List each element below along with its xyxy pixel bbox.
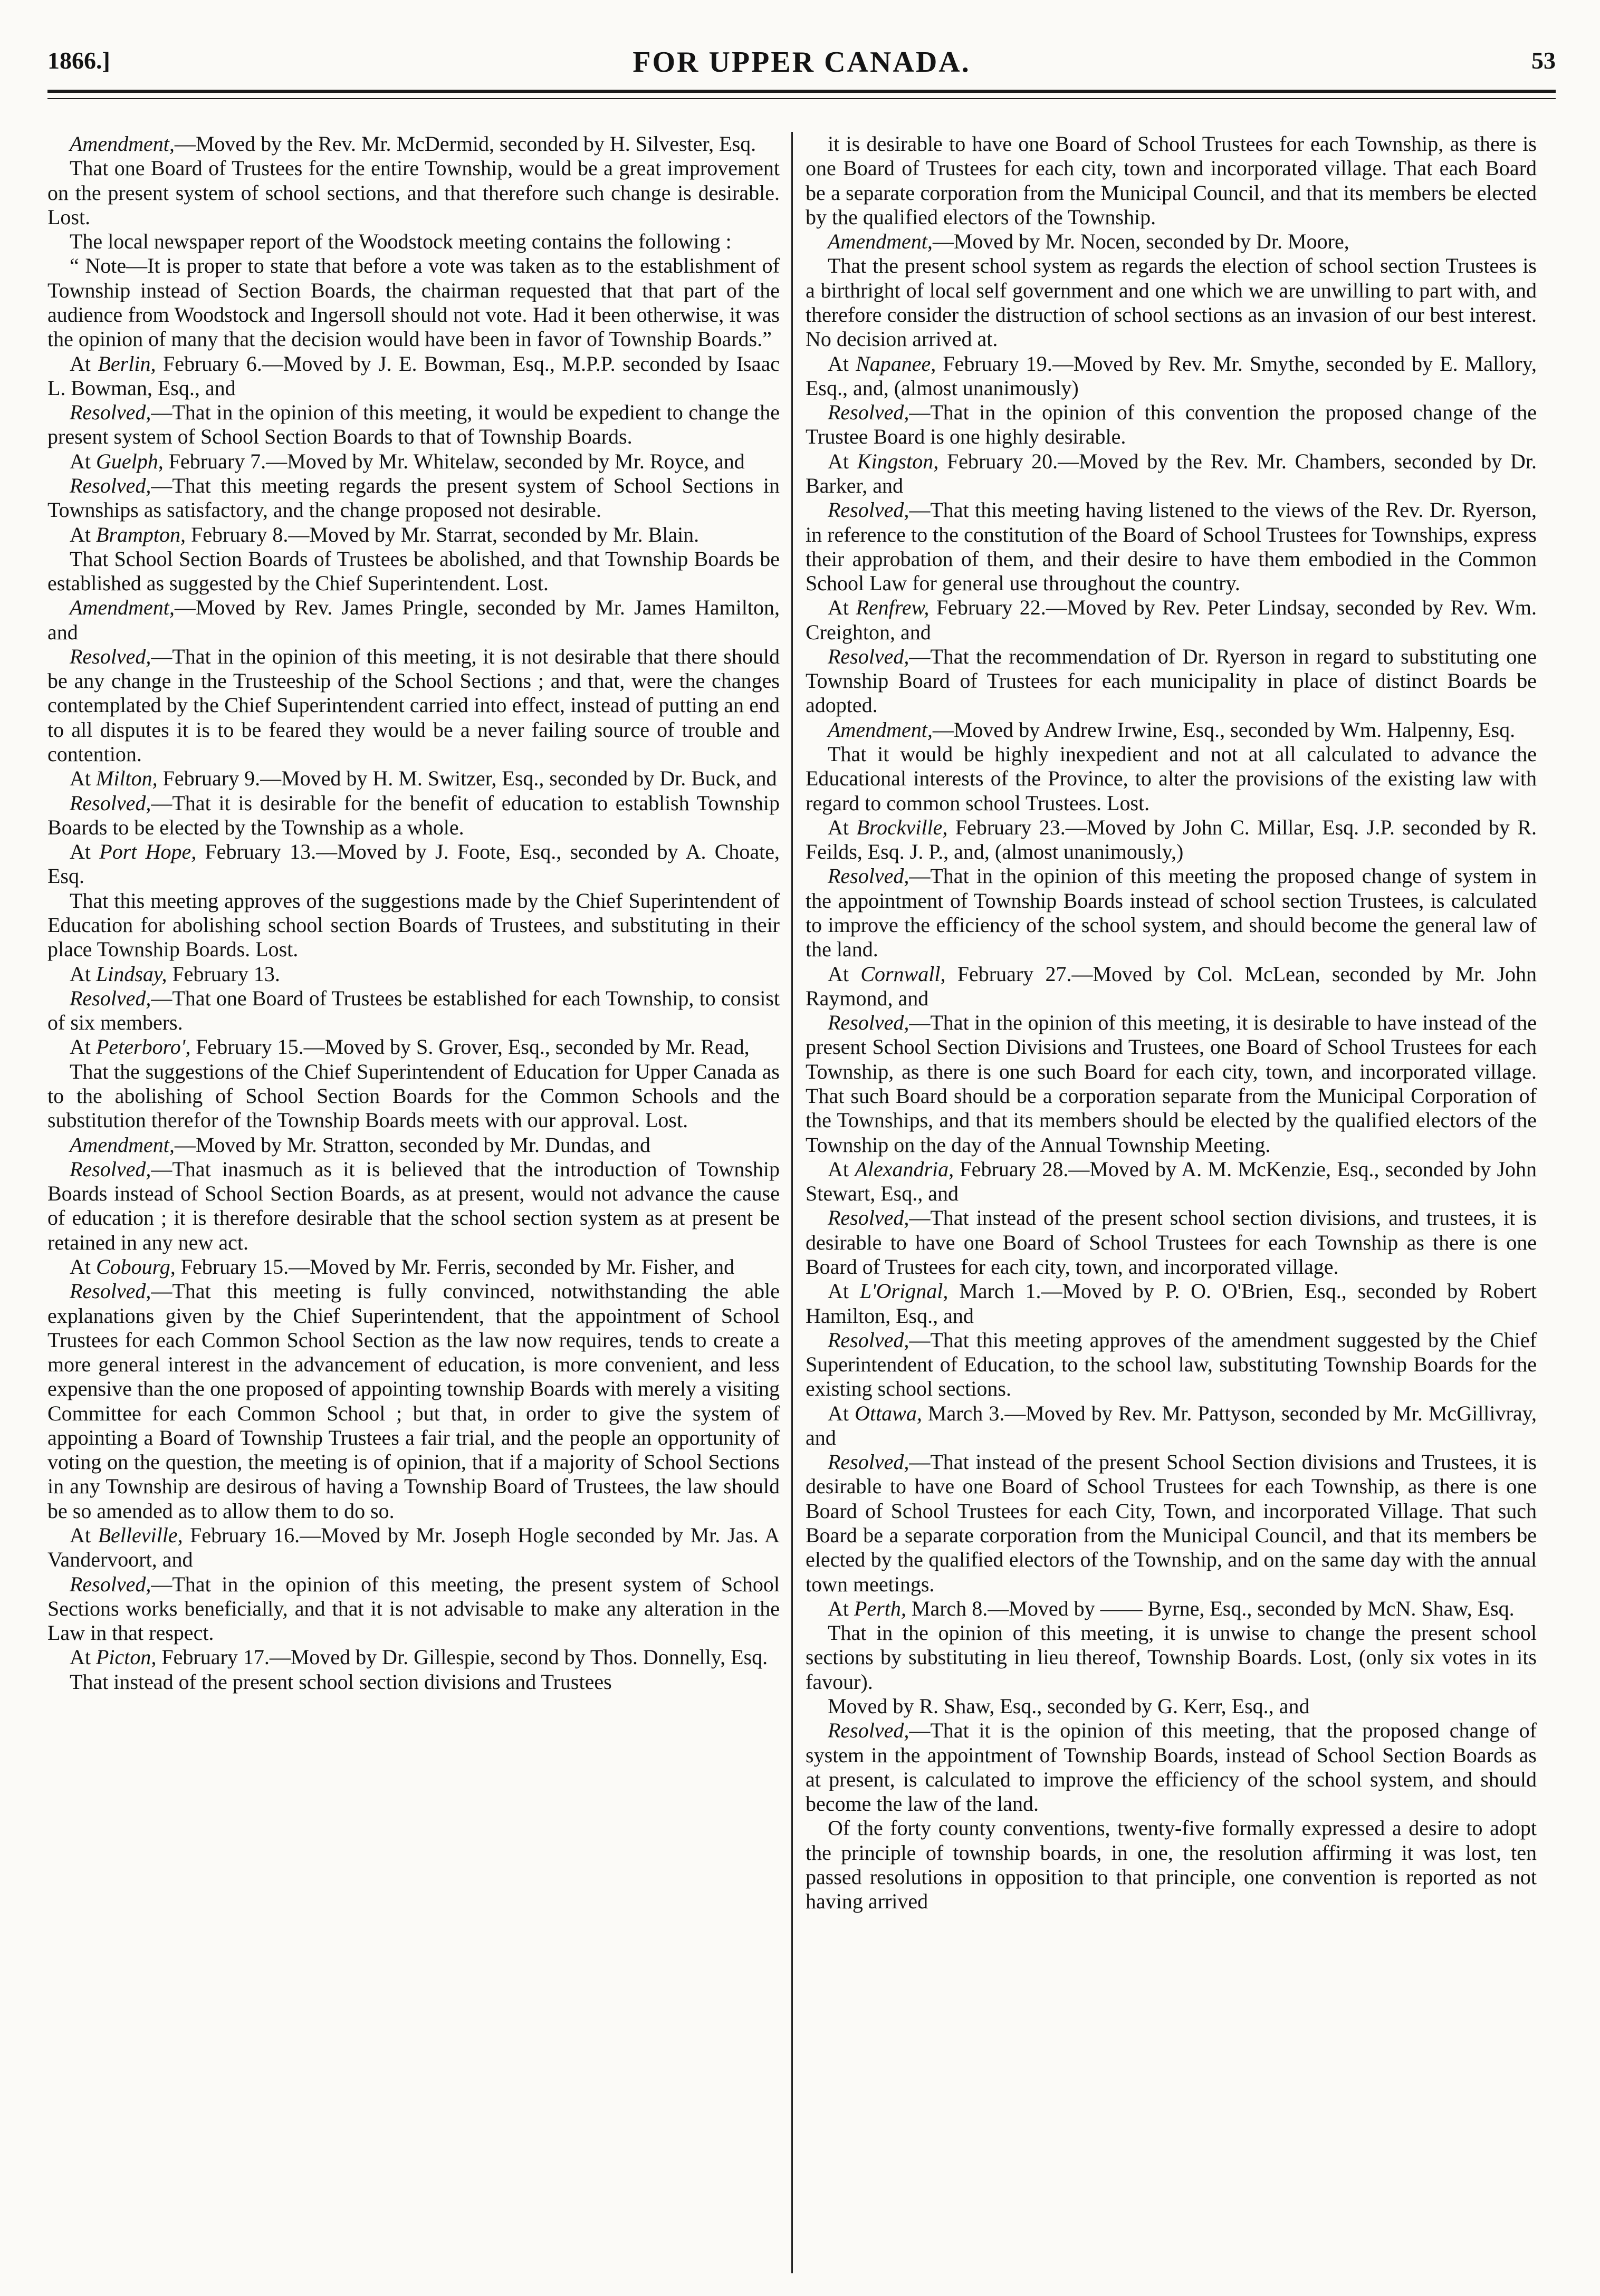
paragraph-text: Moved by R. Shaw, Esq., seconded by G. Kerr, Esq., and (828, 1694, 1310, 1718)
paragraph (806, 1011, 1537, 1157)
paragraph-lead: Resolved, (70, 1157, 151, 1181)
paragraph (806, 962, 1537, 1011)
paragraph (47, 400, 780, 449)
paragraph-prefix: At (828, 962, 861, 986)
paragraph (47, 1255, 780, 1279)
paragraph (806, 1694, 1537, 1718)
paragraph (47, 474, 780, 523)
paragraph (47, 595, 780, 645)
paragraph-prefix: At (828, 351, 856, 376)
paragraph-text: February 19.—Moved by Rev. Mr. Smythe, seconded by E. Mallory, Esq., and, (almost unanimously) (806, 351, 1537, 400)
paragraph-prefix: At (828, 1401, 855, 1425)
paragraph-lead: Kingston, (857, 449, 939, 473)
paragraph-prefix: At (70, 1523, 98, 1548)
paragraph-text: February 13. (167, 962, 280, 986)
paragraph-lead: Ottawa, (855, 1401, 922, 1425)
paragraph-lead: Resolved, (828, 1011, 909, 1035)
paragraph-text: —That in the opinion of this convention the proposed change of the Trustee Board is one highly desirable. (806, 400, 1537, 449)
paragraph-text: Of the forty county conventions, twenty-five formally expressed a desire to adopt the principle of township boards, in one, the resolution affirming it was lost, ten passed resolutions in opposition to that principle, one convention is reported as not having arrived (806, 1816, 1537, 1914)
paragraph (806, 742, 1537, 815)
paragraph-lead: Berlin, (98, 351, 156, 376)
paragraph (806, 1621, 1537, 1694)
paragraph (806, 718, 1537, 742)
paragraph (47, 791, 780, 840)
paragraph-text: —That in the opinion of this meeting, it is desirable to have instead of the present School Section Divisions and Trustees, one Board of School Trustees for each Township, as there is one such Board for each city, town, and incorporated village. That such Board should be a corporation separate from the Municipal Corporation of the Townships, and that its members should be elected by the qualified electors of the Township on the day of the Annual Township Meeting. (806, 1011, 1537, 1157)
paragraph-lead: Picton, (96, 1645, 157, 1669)
paragraph (47, 1645, 780, 1669)
paragraph-text: February 23.—Moved by John C. Millar, Esq. J.P. seconded by R. Feilds, Esq. J. P., and, (almost unanimously,) (806, 815, 1537, 864)
paragraph-lead: Cornwall, (860, 962, 946, 986)
paragraph (47, 1035, 780, 1059)
paragraph-text: March 8.—Moved by —— Byrne, Esq., seconded by McN. Shaw, Esq. (906, 1596, 1515, 1620)
paragraph (47, 840, 780, 889)
paragraph (47, 1572, 780, 1646)
paragraph-text: —That instead of the present School Section divisions and Trustees, it is desirable to have one Board of School Trustees for each Township, as there is one Board of School Trustees for each City, Town, and incorporated Village. That such Board be a separate corporation from the Municipal Council, and that its members be elected by the qualified electors of the Township, and on the same day with the annual town meetings. (806, 1450, 1537, 1596)
paragraph (806, 1450, 1537, 1597)
paragraph-text: That instead of the present school section divisions and Trustees (70, 1669, 612, 1694)
paragraph-lead: L'Orignal, (859, 1279, 948, 1303)
paragraph (806, 132, 1537, 229)
paragraph-prefix: At (70, 1254, 96, 1279)
paragraph (806, 595, 1537, 645)
paragraph (806, 449, 1537, 498)
paragraph-prefix: At (828, 1279, 860, 1303)
paragraph (806, 1157, 1537, 1206)
paragraph-prefix: At (828, 595, 856, 620)
paragraph-text: That School Section Boards of Trustees be abolished, and that Township Boards be established as suggested by the Chief Superintendent. Lost. (47, 546, 780, 595)
paragraph-lead: Brockville, (856, 815, 948, 839)
paragraph-text: —Moved by the Rev. Mr. McDermid, seconded by H. Silvester, Esq. (174, 132, 756, 156)
paragraph-text: —That in the opinion of this meeting, it would be expedient to change the present system of School Section Boards to that of Township Boards. (47, 400, 780, 449)
paragraph-lead: Guelph, (96, 449, 164, 473)
paragraph-lead: Brampton, (96, 522, 186, 546)
paragraph (806, 1597, 1537, 1621)
paragraph (806, 229, 1537, 254)
paragraph-text: —Moved by Andrew Irwine, Esq., seconded by Wm. Halpenny, Esq. (932, 717, 1516, 742)
paragraph-prefix: At (70, 351, 98, 376)
paragraph-lead: Amendment, (828, 229, 933, 254)
paragraph (806, 815, 1537, 864)
paragraph (47, 229, 780, 254)
paragraph (47, 132, 780, 156)
paragraph-text: That in the opinion of this meeting, it is unwise to change the present school sections by substituting in lieu thereof, Township Boards. Lost, (only six votes in its favour). (806, 1621, 1537, 1694)
paragraph-text: —Moved by Mr. Stratton, seconded by Mr. Dundas, and (174, 1132, 650, 1157)
paragraph (47, 766, 780, 791)
paragraph-lead: Amendment, (70, 132, 175, 156)
paragraph-text: —That instead of the present school section divisions, and trustees, it is desirable to have one Board of School Trustees for each Township as there is one Board of Trustees for each city, town, and incorporated village. (806, 1206, 1537, 1279)
paragraph (806, 645, 1537, 718)
paragraph-text: February 8.—Moved by Mr. Starrat, seconded by Mr. Blain. (186, 522, 700, 546)
paragraph-lead: Resolved, (828, 644, 909, 668)
paragraph-lead: Resolved, (828, 498, 909, 522)
paragraph-prefix: At (70, 1035, 96, 1059)
paragraph-text: —That it is the opinion of this meeting, that the proposed change of system in the appointment of Township Boards, instead of School Section Boards as at present, is calculated to improve the efficiency of the school system, and should become the law of the land. (806, 1718, 1537, 1816)
paragraph-lead: Resolved, (70, 473, 151, 497)
paragraph-text: —That inasmuch as it is believed that the introduction of Township Boards instead of School Section Boards, as at present, would not advance the cause of education ; it is therefore desirable that the school section system as at present be retained in any new act. (47, 1157, 780, 1254)
paragraph (806, 1328, 1537, 1401)
paragraph (806, 352, 1537, 401)
paragraph (47, 645, 780, 766)
text-columns (47, 132, 1556, 2273)
paragraph-text: March 1.—Moved by P. O. O'Brien, Esq., seconded by Robert Hamilton, Esq., and (806, 1279, 1537, 1328)
paragraph (806, 1401, 1537, 1450)
header-rule-thin (47, 98, 1556, 99)
paragraph (806, 498, 1537, 595)
paragraph-text: That one Board of Trustees for the entire Township, would be a great improvement on the present system of school sections, and that therefore such change is desirable. Lost. (47, 156, 780, 229)
paragraph-lead: Resolved, (828, 864, 909, 888)
paragraph (47, 962, 780, 986)
paragraph-text: February 17.—Moved by Dr. Gillespie, second by Thos. Donnelly, Esq. (156, 1645, 768, 1669)
page-header (47, 0, 1556, 79)
paragraph-lead: Belleville, (98, 1523, 183, 1548)
paragraph-text: —That this meeting is fully convinced, notwithstanding the able explanations given by the Chief Superintendent, that the appointment of School Trustees for each Common School Section as the law now requires, tends to create a more general interest in the advancement of education, is more convenient, and less expensive than the one proposed of appointing township Boards with merely a visiting Committee for each Common School ; but that, in order to give the system of appointing a Board of Township Trustees a fair trial, and the people an opportunity of voting on the question, the meeting is of opinion, that if a majority of School Sections in any Township are desirous of having a Township Board of Trustees, the law should be so amended as to allow them to do so. (47, 1279, 780, 1523)
paragraph-text: —That the recommendation of Dr. Ryerson in regard to substituting one Township Board of Trustees for each municipality in place of distinct Boards be adopted. (806, 644, 1537, 717)
paragraph-text: it is desirable to have one Board of School Trustees for each Township, as there is one Board of Trustees for each city, town and incorporated village. That each Board be a separate corporation from the Municipal Council, and that its members be elected by the qualified electors of the Township. (806, 132, 1537, 229)
paragraph-lead: Resolved, (70, 986, 151, 1010)
paragraph (47, 1670, 780, 1694)
paragraph-text: February 7.—Moved by Mr. Whitelaw, seconded by Mr. Royce, and (163, 449, 745, 473)
paragraph-text: —Moved by Rev. James Pringle, seconded by Mr. James Hamilton, and (47, 595, 780, 644)
paragraph-text: —That this meeting approves of the amendment suggested by the Chief Superintendent of Education, to the school law, substituting Township Boards for the existing school sections. (806, 1328, 1537, 1401)
paragraph-lead: Resolved, (828, 1328, 909, 1352)
left-column (47, 132, 791, 2273)
paragraph-text: February 20.—Moved by the Rev. Mr. Chambers, seconded by Dr. Barker, and (806, 449, 1537, 497)
paragraph-text: —That this meeting having listened to the views of the Rev. Dr. Ryerson, in reference to the constitution of the Board of School Trustees for Townships, express their approbation of them, and their desire to have them embodied in the Common School Law for general use throughout the country. (806, 498, 1537, 595)
paragraph (47, 1060, 780, 1133)
paragraph-lead: Milton, (96, 766, 158, 791)
paragraph-lead: Alexandria, (855, 1157, 954, 1181)
paragraph-text: February 28.—Moved by A. M. McKenzie, Esq., seconded by John Stewart, Esq., and (806, 1157, 1537, 1206)
paragraph-prefix: At (828, 1157, 855, 1181)
paragraph-prefix: At (70, 962, 96, 986)
paragraph-lead: Renfrew, (856, 595, 930, 620)
paragraph (47, 449, 780, 474)
paragraph (47, 889, 780, 962)
paragraph (47, 1133, 780, 1157)
paragraph-text: February 9.—Moved by H. M. Switzer, Esq., seconded by Dr. Buck, and (157, 766, 777, 791)
paragraph-lead: Resolved, (828, 1718, 909, 1743)
paragraph-lead: Amendment, (828, 717, 933, 742)
paragraph-lead: Resolved, (70, 791, 151, 815)
paragraph (47, 156, 780, 229)
paragraph-text: That the suggestions of the Chief Superintendent of Education for Upper Canada as to the abolishing of School Section Boards for the Common Schools and the substitution therefor of the Township Boards meets with our approval. Lost. (47, 1059, 780, 1132)
paragraph-lead: Lindsay, (96, 962, 167, 986)
paragraph (47, 547, 780, 596)
paragraph-prefix: At (828, 1596, 854, 1620)
paragraph-text: February 22.—Moved by Rev. Peter Lindsay, seconded by Rev. Wm. Creighton, and (806, 595, 1537, 644)
paragraph-prefix: At (70, 449, 96, 473)
paragraph-lead: Resolved, (70, 1279, 151, 1303)
paragraph (47, 254, 780, 351)
paragraph (806, 400, 1537, 449)
paragraph-text: —Moved by Mr. Nocen, seconded by Dr. Moore, (932, 229, 1349, 254)
paragraph-text: —That this meeting regards the present system of School Sections in Townships as satisfactory, and the change proposed not desirable. (47, 473, 780, 522)
paragraph-lead: Peterboro', (96, 1035, 191, 1059)
paragraph-lead: Amendment, (70, 595, 175, 620)
paragraph-text: “ Note—It is proper to state that before a vote was taken as to the establishment of Township instead of Section Boards, the chairman requested that that part of the audience from Woodstock and Ingersoll should not vote. Had it been otherwise, it was the opinion of many that the decision would have been in favor of Township Boards.” (47, 254, 780, 351)
paragraph (806, 1718, 1537, 1816)
paragraph-lead: Resolved, (828, 1450, 909, 1474)
paragraph-lead: Resolved, (70, 644, 151, 668)
paragraph-lead: Resolved, (70, 1572, 151, 1596)
paragraph-prefix: At (828, 449, 857, 473)
paragraph-text: February 13.—Moved by J. Foote, Esq., seconded by A. Choate, Esq. (47, 840, 780, 888)
paragraph-prefix: At (828, 815, 857, 839)
paragraph (806, 254, 1537, 351)
paragraph-prefix: At (70, 522, 96, 546)
paragraph-text: February 27.—Moved by Col. McLean, seconded by Mr. John Raymond, and (806, 962, 1537, 1010)
paragraph (806, 1206, 1537, 1279)
header-rule-thick (47, 90, 1556, 93)
paragraph-text: March 3.—Moved by Rev. Mr. Pattyson, seconded by Mr. McGillivray, and (806, 1401, 1537, 1449)
paragraph (47, 352, 780, 401)
paragraph (806, 864, 1537, 962)
header-title: FOR UPPER CANADA. (633, 46, 971, 79)
paragraph-text: —That in the opinion of this meeting, it is not desirable that there should be any change in the Trusteeship of the School Sections ; and that, were the changes contemplated by the Chief Superintendent carried into effect, instead of putting an end to all disputes it is to be feared they would be a never failing source of trouble and contention. (47, 644, 780, 766)
paragraph-prefix: At (70, 1645, 96, 1669)
paragraph-text: —That it is desirable for the benefit of education to establish Township Boards to be elected by the Township as a whole. (47, 791, 780, 839)
paragraph-text: —That in the opinion of this meeting the proposed change of system in the appointment of Township Boards instead of school section Trustees, is calculated to improve the efficiency of the school system, and should become the general law of the land. (806, 864, 1537, 962)
paragraph-text: That this meeting approves of the suggestions made by the Chief Superintendent of Education for abolishing school section Boards of Trustees, and substituting in their place Township Boards. Lost. (47, 888, 780, 962)
paragraph-prefix: At (70, 840, 100, 864)
paragraph (806, 1279, 1537, 1328)
paragraph-text: February 15.—Moved by S. Grover, Esq., seconded by Mr. Read, (190, 1035, 750, 1059)
paragraph-text: That the present school system as regards the election of school section Trustees is a birthright of local self government and one which we are unwilling to part with, and therefore consider the distruction of school sections as an invasion of our best interest. No decision arrived at. (806, 254, 1537, 351)
paragraph-lead: Perth, (854, 1596, 906, 1620)
right-column (793, 132, 1537, 2273)
paragraph-text: —That in the opinion of this meeting, the present system of School Sections works beneficially, and that it is not advisable to make any alteration in the Law in that respect. (47, 1572, 780, 1645)
page-number: 53 (1531, 47, 1556, 74)
paragraph (806, 1816, 1537, 1914)
paragraph-lead: Cobourg, (96, 1254, 176, 1279)
paragraph (47, 523, 780, 547)
paragraph-lead: Amendment, (70, 1132, 175, 1157)
paragraph-lead: Napanee, (856, 351, 936, 376)
paragraph (47, 1279, 780, 1523)
paragraph-text: That it would be highly inexpedient and not at all calculated to advance the Educational interests of the Province, to alter the provisions of the existing law with regard to common school Trustees. Lost. (806, 742, 1537, 815)
paragraph-text: The local newspaper report of the Woodstock meeting contains the following : (70, 229, 732, 254)
paragraph-lead: Resolved, (828, 400, 909, 425)
paragraph-text: February 16.—Moved by Mr. Joseph Hogle seconded by Mr. Jas. A Vandervoort, and (47, 1523, 780, 1572)
paragraph-text: —That one Board of Trustees be established for each Township, to consist of six members. (47, 986, 780, 1035)
paragraph-prefix: At (70, 766, 96, 791)
paragraph (47, 986, 780, 1035)
paragraph-lead: Resolved, (70, 400, 151, 425)
paragraph-text: February 15.—Moved by Mr. Ferris, seconded by Mr. Fisher, and (175, 1254, 735, 1279)
paragraph-text: February 6.—Moved by J. E. Bowman, Esq., M.P.P. seconded by Isaac L. Bowman, Esq., and (47, 351, 780, 400)
paragraph (47, 1157, 780, 1255)
paragraph-lead: Resolved, (828, 1206, 909, 1230)
header-year: 1866.] (47, 47, 110, 74)
paragraph (47, 1523, 780, 1572)
paragraph-lead: Port Hope, (99, 840, 197, 864)
